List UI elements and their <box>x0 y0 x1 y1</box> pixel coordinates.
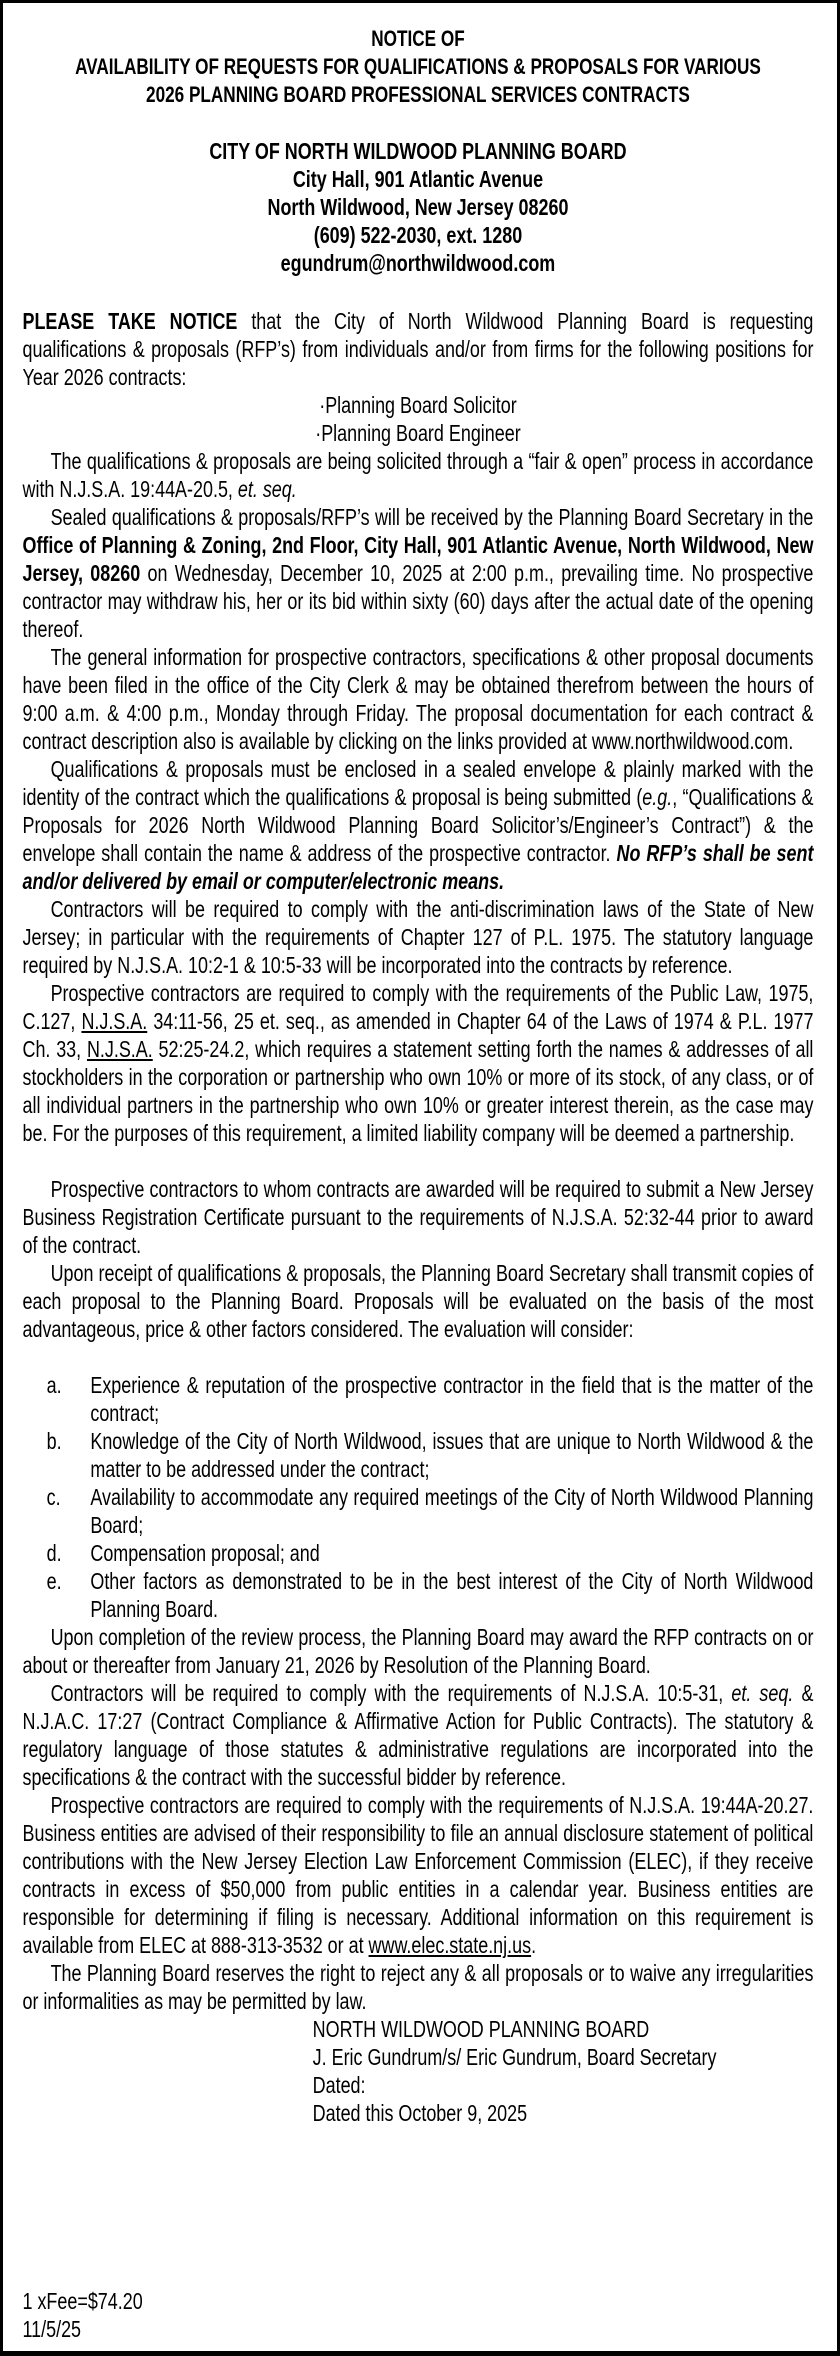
list-text <box>90 1540 319 1566</box>
text-segment: & N.J.A.C. 17:27 (Contract Compliance & Affirmative Action for Public Contracts). The statutory & regulatory language of those statutes & administrative regulations are incorporated into the specifications & the contract with the successful bidder by reference. <box>22 1680 814 1790</box>
text-segment: The general information for prospective contractors, specifications & other proposal documents have been filed in the office of the City Clerk & may be obtained therefrom between the hours of 9:00 a.m. & 4:00 p.m., Monday through Friday. The proposal documentation for each contract & contract description also is available by clicking on the links provided at www.northwildwood.com. <box>22 644 814 754</box>
notice-paragraph <box>23 307 814 391</box>
spacer <box>23 109 814 137</box>
notice-title-line: 2026 PLANNING BOARD PROFESSIONAL SERVICES CONTRACTS <box>146 82 690 107</box>
notice-content <box>3 3 837 2351</box>
signature-dated-line: Dated this October 9, 2025 <box>312 2100 528 2126</box>
text-segment: The qualifications & proposals are being solicited through a “fair & open” process in accordance with N.J.S.A. 19:44A-20.5, <box>22 448 814 502</box>
notice-paragraph <box>23 1175 814 1259</box>
org-name-line: CITY OF NORTH WILDWOOD PLANNING BOARD <box>209 138 627 164</box>
evaluation-list-item <box>23 1483 814 1539</box>
text-segment: N.J.S.A. <box>81 1008 148 1034</box>
notice-paragraph <box>23 895 814 979</box>
text-segment: Prospective contractors to whom contracts are awarded will be required to submit a New Jersey Business Registration Certificate pursuant to the requirements of N.J.S.A. 52:32-44 prior to award of the contract. <box>22 1176 814 1258</box>
notice-paragraph <box>23 1623 814 1679</box>
notice-paragraph <box>23 503 814 643</box>
text-segment: www.elec.state.nj.us <box>368 1932 532 1958</box>
text-segment: Availability to accommodate any required meetings of the City of North Wildwood Planning Board; <box>90 1484 814 1538</box>
text-segment: Other factors as demonstrated to be in the best interest of the City of North Wildwood Planning Board. <box>90 1568 814 1622</box>
signature-dated-label: Dated: <box>312 2072 366 2098</box>
notice-paragraph <box>23 1679 814 1791</box>
list-marker: c. <box>46 1484 61 1510</box>
text-segment: on Wednesday, December 10, 2025 at 2:00 p.m., prevailing time. No prospective contractor may withdraw his, her or its bid within sixty (60) days after the actual date of the opening thereof. <box>22 560 814 642</box>
list-marker: a. <box>46 1372 62 1398</box>
notice-title-line: NOTICE OF <box>371 26 465 51</box>
text-segment: PLEASE TAKE NOTICE <box>22 308 238 334</box>
evaluation-list-item <box>23 1539 814 1567</box>
text-segment: , “Qualifications & Proposals for 2026 North Wildwood Planning Board Solicitor’s/Engineer’s Contract”) & the envelope shall contain the name & address of the prospective contractor. <box>22 784 814 866</box>
text-segment: Qualifications & proposals must be enclosed in a sealed envelope & plainly marked with the identity of the contract which the qualifications & proposal is being submitted ( <box>22 756 814 810</box>
list-text <box>90 1484 813 1538</box>
text-segment: Prospective contractors are required to comply with the requirements of the Public Law, 1975, C.127, <box>22 980 814 1034</box>
footer-block <box>23 2287 143 2343</box>
position-item-line: ·Planning Board Engineer <box>315 420 521 446</box>
signature-block <box>313 2015 814 2127</box>
list-marker: b. <box>46 1428 62 1454</box>
list-text <box>90 1568 813 1622</box>
text-segment: Knowledge of the City of North Wildwood, issues that are unique to North Wildwood & the matter to be addressed under the contract; <box>90 1428 814 1482</box>
org-email-line: egundrum@northwildwood.com <box>280 250 556 276</box>
text-segment: Prospective contractors are required to comply with the requirements of N.J.S.A. 19:44A-20.27. Business entities are advised of their responsibility to file an annual disclosure statement of political contributions with the New Jersey Election Law Enforcement Commission (ELEC), if they receive contracts in excess of $50,000 from public entities in a calendar year. Business entities are responsible for determining if filing is necessary. Additional information on this requirement is available from ELEC at 888-313-3532 or at <box>22 1792 814 1958</box>
signature-name-line: J. Eric Gundrum/s/ Eric Gundrum, Board Secretary <box>312 2044 717 2070</box>
text-segment: that the City of North Wildwood Planning Board is requesting qualifications & proposals (RFP’s) from individuals and/or from firms for the following positions for Year 2026 contracts: <box>22 308 814 390</box>
list-marker: e. <box>46 1568 62 1594</box>
notice-paragraph <box>23 447 814 503</box>
text-segment: Experience & reputation of the prospective contractor in the field that is the matter of the contract; <box>90 1372 814 1426</box>
text-segment: N.J.S.A. <box>86 1036 153 1062</box>
notice-title-line: AVAILABILITY OF REQUESTS FOR QUALIFICATIONS & PROPOSALS FOR VARIOUS <box>75 54 761 79</box>
text-segment: No RFP’s shall be sent and/or delivered by email or computer/electronic means. <box>22 840 814 894</box>
evaluation-list-item <box>23 1567 814 1623</box>
text-segment: Sealed qualifications & proposals/RFP’s will be received by the Planning Board Secretary in the <box>50 504 814 530</box>
evaluation-list-item <box>23 1371 814 1427</box>
position-item-line: ·Planning Board Solicitor <box>319 392 517 418</box>
text-segment: 52:25-24.2, which requires a statement setting forth the names & addresses of all stockholders in the corporation or partnership who own 10% or more of its stock, of any class, or of all individual partners in the partnership who own 10% or greater interest therein, as the case may be. For the purposes of this requirement, a limited liability company will be deemed a partnership. <box>22 1036 814 1146</box>
notice-body <box>23 307 814 2015</box>
text-segment: Contractors will be required to comply with the anti-discrimination laws of the State of New Jersey; in particular with the requirements of Chapter 127 of P.L. 1975. The statutory language required by N.J.S.A. 10:2-1 & 10:5-33 will be incorporated into the contracts by reference. <box>22 896 814 978</box>
spacer <box>23 277 814 307</box>
text-segment: Upon completion of the review process, the Planning Board may award the RFP contracts on or about or thereafter from January 21, 2026 by Resolution of the Planning Board. <box>22 1624 814 1678</box>
text-segment: Office of Planning & Zoning, 2nd Floor, City Hall, 901 Atlantic Avenue, North Wildwood, New Jersey, 08260 <box>22 532 814 586</box>
text-segment: . <box>531 1932 537 1958</box>
notice-paragraph <box>23 643 814 755</box>
footer-fee-line: 1 xFee=$74.20 <box>22 2288 143 2314</box>
notice-paragraph <box>23 755 814 895</box>
signature-org-line: NORTH WILDWOOD PLANNING BOARD <box>312 2016 650 2042</box>
notice-paragraph <box>23 979 814 1147</box>
notice-paragraph <box>23 1791 814 1959</box>
text-segment: e.g. <box>642 784 673 810</box>
notice-paragraph <box>23 1959 814 2015</box>
list-text <box>90 1428 813 1482</box>
list-text <box>90 1372 813 1426</box>
text-segment: et. seq. <box>731 1680 794 1706</box>
paragraph-gap <box>23 1147 814 1175</box>
footer-date-line: 11/5/25 <box>22 2316 82 2342</box>
org-address-line: City Hall, 901 Atlantic Avenue <box>292 166 544 192</box>
org-address-block <box>23 137 814 277</box>
list-marker: d. <box>46 1540 62 1566</box>
org-phone-line: (609) 522-2030, ext. 1280 <box>313 222 523 248</box>
notice-paragraph <box>23 1259 814 1343</box>
text-segment: Contractors will be required to comply with the requirements of N.J.S.A. 10:5-31, <box>50 1680 732 1706</box>
text-segment: et. seq. <box>237 476 297 502</box>
text-segment: The Planning Board reserves the right to reject any & all proposals or to waive any irregularities or informalities as may be permitted by law. <box>22 1960 814 2014</box>
org-city-line: North Wildwood, New Jersey 08260 <box>267 194 569 220</box>
evaluation-list-item <box>23 1427 814 1483</box>
text-segment: Compensation proposal; and <box>90 1540 320 1566</box>
text-segment: 34:11-56, 25 et. seq., as amended in Chapter 64 of the Laws of 1974 & P.L. 1977 Ch. 33, <box>22 1008 814 1062</box>
paragraph-gap <box>23 1343 814 1371</box>
notice-title-block <box>23 25 814 109</box>
text-segment: Upon receipt of qualifications & proposals, the Planning Board Secretary shall transmit copies of each proposal to the Planning Board. Proposals will be evaluated on the basis of the most advantageous, price & other factors considered. The evaluation will consider: <box>22 1260 814 1342</box>
